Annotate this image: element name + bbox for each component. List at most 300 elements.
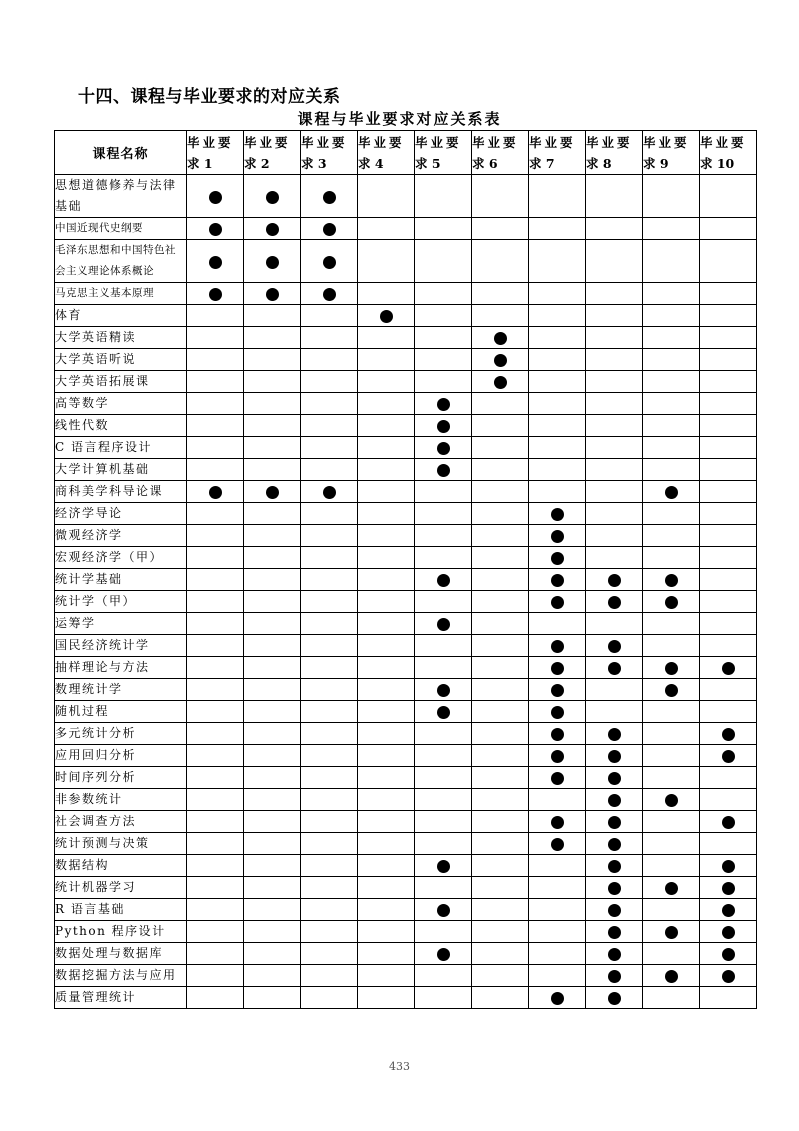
filled-circle-mark-icon xyxy=(209,288,222,301)
mapping-cell-req-5 xyxy=(415,679,472,701)
mapping-cell-req-9 xyxy=(643,723,700,745)
requirement-header-line1: 毕业要 xyxy=(700,134,747,150)
mapping-cell-req-9 xyxy=(643,767,700,789)
mapping-cell-req-5 xyxy=(415,349,472,371)
mapping-cell-req-1 xyxy=(187,393,244,415)
mapping-cell-req-4 xyxy=(358,503,415,525)
course-name-cell: 数理统计学 xyxy=(55,679,187,701)
mapping-cell-req-6 xyxy=(472,965,529,987)
mapping-cell-req-3 xyxy=(301,987,358,1009)
requirement-header-line1: 毕业要 xyxy=(529,134,576,150)
mapping-cell-req-8 xyxy=(586,569,643,591)
mapping-cell-req-10 xyxy=(700,811,757,833)
filled-circle-mark-icon xyxy=(266,223,279,236)
mapping-cell-req-5 xyxy=(415,943,472,965)
mapping-cell-req-5 xyxy=(415,459,472,481)
requirement-header-4 xyxy=(358,131,415,175)
table-row xyxy=(55,745,757,767)
course-name-cell: 国民经济统计学 xyxy=(55,635,187,657)
mapping-cell-req-10 xyxy=(700,218,757,240)
mapping-cell-req-2 xyxy=(244,657,301,679)
mapping-cell-req-7 xyxy=(529,635,586,657)
mapping-cell-req-6 xyxy=(472,525,529,547)
filled-circle-mark-icon xyxy=(665,794,678,807)
mapping-cell-req-6 xyxy=(472,175,529,218)
course-name-cell: 大学英语听说 xyxy=(55,349,187,371)
filled-circle-mark-icon xyxy=(323,486,336,499)
table-row xyxy=(55,811,757,833)
mapping-cell-req-8 xyxy=(586,855,643,877)
table-row xyxy=(55,415,757,437)
mapping-cell-req-3 xyxy=(301,921,358,943)
mapping-cell-req-4 xyxy=(358,723,415,745)
table-row xyxy=(55,218,757,240)
mapping-cell-req-9 xyxy=(643,327,700,349)
filled-circle-mark-icon xyxy=(722,728,735,741)
mapping-cell-req-4 xyxy=(358,679,415,701)
table-row xyxy=(55,943,757,965)
filled-circle-mark-icon xyxy=(437,398,450,411)
table-row xyxy=(55,679,757,701)
filled-circle-mark-icon xyxy=(551,992,564,1005)
mapping-cell-req-1 xyxy=(187,547,244,569)
requirement-header-line1: 毕业要 xyxy=(472,134,519,150)
mapping-cell-req-2 xyxy=(244,393,301,415)
mapping-cell-req-10 xyxy=(700,371,757,393)
requirement-header-2 xyxy=(244,131,301,175)
table-row xyxy=(55,503,757,525)
mapping-cell-req-7 xyxy=(529,415,586,437)
mapping-cell-req-8 xyxy=(586,283,643,305)
mapping-cell-req-9 xyxy=(643,459,700,481)
mapping-cell-req-9 xyxy=(643,987,700,1009)
mapping-cell-req-6 xyxy=(472,767,529,789)
course-name-cell: 大学英语拓展课 xyxy=(55,371,187,393)
requirement-header-3 xyxy=(301,131,358,175)
mapping-cell-req-3 xyxy=(301,789,358,811)
filled-circle-mark-icon xyxy=(551,596,564,609)
mapping-cell-req-2 xyxy=(244,305,301,327)
table-row xyxy=(55,327,757,349)
mapping-cell-req-9 xyxy=(643,393,700,415)
mapping-cell-req-5 xyxy=(415,525,472,547)
table-row xyxy=(55,371,757,393)
filled-circle-mark-icon xyxy=(665,574,678,587)
mapping-cell-req-5 xyxy=(415,591,472,613)
mapping-cell-req-3 xyxy=(301,393,358,415)
course-name-cell: 宏观经济学（甲） xyxy=(55,547,187,569)
mapping-cell-req-4 xyxy=(358,547,415,569)
mapping-cell-req-2 xyxy=(244,943,301,965)
mapping-cell-req-3 xyxy=(301,525,358,547)
filled-circle-mark-icon xyxy=(323,223,336,236)
mapping-cell-req-2 xyxy=(244,899,301,921)
mapping-cell-req-9 xyxy=(643,591,700,613)
mapping-cell-req-7 xyxy=(529,943,586,965)
course-name-cell: 统计机器学习 xyxy=(55,877,187,899)
mapping-cell-req-7 xyxy=(529,503,586,525)
mapping-cell-req-5 xyxy=(415,789,472,811)
mapping-cell-req-4 xyxy=(358,327,415,349)
mapping-cell-req-1 xyxy=(187,327,244,349)
mapping-cell-req-6 xyxy=(472,503,529,525)
mapping-cell-req-4 xyxy=(358,701,415,723)
mapping-cell-req-10 xyxy=(700,305,757,327)
filled-circle-mark-icon xyxy=(665,684,678,697)
mapping-cell-req-2 xyxy=(244,327,301,349)
mapping-cell-req-2 xyxy=(244,855,301,877)
filled-circle-mark-icon xyxy=(608,750,621,763)
requirement-header-line2: 求 3 xyxy=(301,155,327,171)
mapping-cell-req-9 xyxy=(643,679,700,701)
filled-circle-mark-icon xyxy=(722,860,735,873)
mapping-cell-req-10 xyxy=(700,481,757,503)
mapping-cell-req-2 xyxy=(244,218,301,240)
mapping-cell-req-9 xyxy=(643,371,700,393)
requirement-header-line2: 求 8 xyxy=(586,155,612,171)
filled-circle-mark-icon xyxy=(665,970,678,983)
mapping-cell-req-9 xyxy=(643,877,700,899)
mapping-cell-req-7 xyxy=(529,218,586,240)
mapping-cell-req-3 xyxy=(301,833,358,855)
mapping-cell-req-10 xyxy=(700,175,757,218)
requirement-header-line1: 毕业要 xyxy=(358,134,405,150)
mapping-cell-req-3 xyxy=(301,877,358,899)
mapping-cell-req-4 xyxy=(358,305,415,327)
mapping-cell-req-5 xyxy=(415,613,472,635)
table-caption: 课程与毕业要求对应关系表 xyxy=(297,110,502,128)
mapping-cell-req-8 xyxy=(586,481,643,503)
requirement-header-line2: 求 1 xyxy=(187,155,213,171)
mapping-cell-req-10 xyxy=(700,855,757,877)
table-row xyxy=(55,701,757,723)
filled-circle-mark-icon xyxy=(266,256,279,269)
filled-circle-mark-icon xyxy=(494,332,507,345)
requirement-header-line1: 毕业要 xyxy=(643,134,690,150)
mapping-cell-req-8 xyxy=(586,613,643,635)
mapping-cell-req-7 xyxy=(529,547,586,569)
mapping-cell-req-9 xyxy=(643,218,700,240)
mapping-cell-req-3 xyxy=(301,899,358,921)
requirement-header-line2: 求 6 xyxy=(472,155,498,171)
course-name-cell: 统计学（甲） xyxy=(55,591,187,613)
mapping-cell-req-1 xyxy=(187,175,244,218)
table-row xyxy=(55,459,757,481)
mapping-cell-req-2 xyxy=(244,547,301,569)
requirement-header-line1: 毕业要 xyxy=(301,134,348,150)
mapping-cell-req-6 xyxy=(472,789,529,811)
mapping-cell-req-5 xyxy=(415,393,472,415)
mapping-cell-req-5 xyxy=(415,437,472,459)
filled-circle-mark-icon xyxy=(722,882,735,895)
requirement-header-line2: 求 2 xyxy=(244,155,270,171)
course-name-cell: 随机过程 xyxy=(55,701,187,723)
course-name-cell: 时间序列分析 xyxy=(55,767,187,789)
filled-circle-mark-icon xyxy=(665,926,678,939)
mapping-cell-req-6 xyxy=(472,459,529,481)
mapping-cell-req-3 xyxy=(301,635,358,657)
mapping-cell-req-2 xyxy=(244,503,301,525)
mapping-cell-req-3 xyxy=(301,175,358,218)
mapping-cell-req-8 xyxy=(586,943,643,965)
mapping-cell-req-6 xyxy=(472,745,529,767)
mapping-cell-req-10 xyxy=(700,701,757,723)
mapping-cell-req-8 xyxy=(586,327,643,349)
filled-circle-mark-icon xyxy=(551,640,564,653)
table-row xyxy=(55,305,757,327)
table-row xyxy=(55,525,757,547)
mapping-cell-req-3 xyxy=(301,679,358,701)
mapping-cell-req-2 xyxy=(244,591,301,613)
mapping-cell-req-3 xyxy=(301,218,358,240)
filled-circle-mark-icon xyxy=(437,684,450,697)
filled-circle-mark-icon xyxy=(665,662,678,675)
mapping-cell-req-9 xyxy=(643,833,700,855)
mapping-cell-req-10 xyxy=(700,437,757,459)
requirement-header-line2: 求 10 xyxy=(700,155,735,171)
filled-circle-mark-icon xyxy=(608,596,621,609)
course-name-cell: 抽样理论与方法 xyxy=(55,657,187,679)
course-name-cell: 统计学基础 xyxy=(55,569,187,591)
mapping-cell-req-2 xyxy=(244,833,301,855)
mapping-cell-req-5 xyxy=(415,569,472,591)
filled-circle-mark-icon xyxy=(437,574,450,587)
mapping-cell-req-10 xyxy=(700,591,757,613)
mapping-cell-req-5 xyxy=(415,547,472,569)
mapping-cell-req-10 xyxy=(700,283,757,305)
filled-circle-mark-icon xyxy=(437,618,450,631)
course-name-cell: 线性代数 xyxy=(55,415,187,437)
mapping-cell-req-6 xyxy=(472,240,529,283)
filled-circle-mark-icon xyxy=(722,750,735,763)
mapping-cell-req-1 xyxy=(187,481,244,503)
mapping-cell-req-4 xyxy=(358,218,415,240)
mapping-cell-req-6 xyxy=(472,415,529,437)
filled-circle-mark-icon xyxy=(209,191,222,204)
course-name-cell: 运筹学 xyxy=(55,613,187,635)
table-row xyxy=(55,591,757,613)
mapping-cell-req-5 xyxy=(415,415,472,437)
table-row xyxy=(55,723,757,745)
table-row xyxy=(55,437,757,459)
mapping-cell-req-5 xyxy=(415,987,472,1009)
mapping-cell-req-6 xyxy=(472,811,529,833)
mapping-cell-req-7 xyxy=(529,591,586,613)
mapping-cell-req-4 xyxy=(358,657,415,679)
mapping-cell-req-1 xyxy=(187,767,244,789)
course-name-cell: 马克思主义基本原理 xyxy=(55,283,187,305)
mapping-cell-req-1 xyxy=(187,459,244,481)
mapping-cell-req-5 xyxy=(415,833,472,855)
mapping-cell-req-7 xyxy=(529,723,586,745)
mapping-cell-req-6 xyxy=(472,591,529,613)
table-header-row xyxy=(55,131,757,175)
mapping-cell-req-9 xyxy=(643,635,700,657)
requirement-header-line2: 求 7 xyxy=(529,155,555,171)
filled-circle-mark-icon xyxy=(209,256,222,269)
table-row xyxy=(55,877,757,899)
requirement-header-6 xyxy=(472,131,529,175)
mapping-cell-req-6 xyxy=(472,833,529,855)
filled-circle-mark-icon xyxy=(437,464,450,477)
mapping-cell-req-9 xyxy=(643,503,700,525)
mapping-cell-req-1 xyxy=(187,899,244,921)
mapping-cell-req-8 xyxy=(586,459,643,481)
filled-circle-mark-icon xyxy=(437,442,450,455)
filled-circle-mark-icon xyxy=(551,574,564,587)
course-name-cell: 应用回归分析 xyxy=(55,745,187,767)
mapping-cell-req-9 xyxy=(643,657,700,679)
mapping-cell-req-4 xyxy=(358,833,415,855)
mapping-cell-req-1 xyxy=(187,371,244,393)
mapping-cell-req-4 xyxy=(358,789,415,811)
mapping-cell-req-5 xyxy=(415,218,472,240)
mapping-cell-req-10 xyxy=(700,987,757,1009)
table-row xyxy=(55,767,757,789)
filled-circle-mark-icon xyxy=(608,794,621,807)
mapping-cell-req-5 xyxy=(415,965,472,987)
mapping-cell-req-3 xyxy=(301,613,358,635)
filled-circle-mark-icon xyxy=(551,684,564,697)
mapping-cell-req-2 xyxy=(244,415,301,437)
mapping-cell-req-5 xyxy=(415,283,472,305)
mapping-cell-req-6 xyxy=(472,701,529,723)
table-row xyxy=(55,635,757,657)
filled-circle-mark-icon xyxy=(608,904,621,917)
mapping-cell-req-1 xyxy=(187,569,244,591)
mapping-cell-req-2 xyxy=(244,481,301,503)
mapping-cell-req-10 xyxy=(700,525,757,547)
page-number: 433 xyxy=(389,1060,410,1073)
mapping-cell-req-7 xyxy=(529,569,586,591)
mapping-cell-req-9 xyxy=(643,899,700,921)
mapping-cell-req-5 xyxy=(415,327,472,349)
mapping-cell-req-5 xyxy=(415,371,472,393)
mapping-cell-req-6 xyxy=(472,635,529,657)
mapping-cell-req-9 xyxy=(643,701,700,723)
course-name-cell: 数据挖掘方法与应用 xyxy=(55,965,187,987)
mapping-cell-req-7 xyxy=(529,437,586,459)
mapping-cell-req-7 xyxy=(529,855,586,877)
mapping-cell-req-2 xyxy=(244,921,301,943)
mapping-cell-req-2 xyxy=(244,525,301,547)
mapping-cell-req-2 xyxy=(244,569,301,591)
mapping-cell-req-5 xyxy=(415,877,472,899)
mapping-cell-req-9 xyxy=(643,965,700,987)
mapping-cell-req-10 xyxy=(700,393,757,415)
mapping-cell-req-1 xyxy=(187,591,244,613)
mapping-cell-req-1 xyxy=(187,283,244,305)
mapping-cell-req-9 xyxy=(643,415,700,437)
mapping-cell-req-3 xyxy=(301,723,358,745)
requirement-header-9 xyxy=(643,131,700,175)
filled-circle-mark-icon xyxy=(722,970,735,983)
mapping-cell-req-9 xyxy=(643,745,700,767)
mapping-cell-req-10 xyxy=(700,679,757,701)
mapping-cell-req-9 xyxy=(643,921,700,943)
mapping-cell-req-8 xyxy=(586,701,643,723)
mapping-cell-req-10 xyxy=(700,459,757,481)
mapping-cell-req-8 xyxy=(586,305,643,327)
filled-circle-mark-icon xyxy=(608,640,621,653)
mapping-cell-req-3 xyxy=(301,349,358,371)
filled-circle-mark-icon xyxy=(722,904,735,917)
requirement-header-line1: 毕业要 xyxy=(244,134,291,150)
mapping-cell-req-9 xyxy=(643,175,700,218)
mapping-cell-req-6 xyxy=(472,943,529,965)
mapping-cell-req-9 xyxy=(643,481,700,503)
mapping-cell-req-6 xyxy=(472,218,529,240)
mapping-cell-req-5 xyxy=(415,481,472,503)
mapping-cell-req-2 xyxy=(244,679,301,701)
mapping-cell-req-1 xyxy=(187,965,244,987)
mapping-cell-req-6 xyxy=(472,349,529,371)
mapping-cell-req-5 xyxy=(415,701,472,723)
mapping-cell-req-8 xyxy=(586,175,643,218)
mapping-cell-req-3 xyxy=(301,283,358,305)
mapping-cell-req-3 xyxy=(301,371,358,393)
mapping-cell-req-10 xyxy=(700,965,757,987)
mapping-cell-req-3 xyxy=(301,547,358,569)
mapping-cell-req-3 xyxy=(301,415,358,437)
mapping-cell-req-7 xyxy=(529,240,586,283)
mapping-cell-req-2 xyxy=(244,613,301,635)
mapping-cell-req-4 xyxy=(358,745,415,767)
mapping-cell-req-2 xyxy=(244,767,301,789)
mapping-cell-req-2 xyxy=(244,175,301,218)
mapping-cell-req-7 xyxy=(529,965,586,987)
mapping-cell-req-8 xyxy=(586,415,643,437)
mapping-cell-req-3 xyxy=(301,591,358,613)
mapping-cell-req-1 xyxy=(187,921,244,943)
mapping-cell-req-3 xyxy=(301,943,358,965)
filled-circle-mark-icon xyxy=(608,992,621,1005)
mapping-cell-req-1 xyxy=(187,525,244,547)
filled-circle-mark-icon xyxy=(380,310,393,323)
requirement-header-line1: 毕业要 xyxy=(586,134,633,150)
mapping-cell-req-10 xyxy=(700,657,757,679)
requirement-header-8 xyxy=(586,131,643,175)
mapping-cell-req-10 xyxy=(700,327,757,349)
table-row xyxy=(55,175,757,218)
mapping-cell-req-4 xyxy=(358,635,415,657)
mapping-cell-req-8 xyxy=(586,240,643,283)
filled-circle-mark-icon xyxy=(608,574,621,587)
mapping-cell-req-8 xyxy=(586,921,643,943)
mapping-cell-req-2 xyxy=(244,987,301,1009)
mapping-cell-req-4 xyxy=(358,613,415,635)
course-name-cell: 商科美学科导论课 xyxy=(55,481,187,503)
mapping-cell-req-3 xyxy=(301,437,358,459)
mapping-cell-req-9 xyxy=(643,437,700,459)
course-name-cell: 大学计算机基础 xyxy=(55,459,187,481)
mapping-cell-req-5 xyxy=(415,921,472,943)
mapping-cell-req-3 xyxy=(301,459,358,481)
mapping-cell-req-6 xyxy=(472,283,529,305)
mapping-cell-req-3 xyxy=(301,965,358,987)
requirement-header-line2: 求 4 xyxy=(358,155,384,171)
mapping-cell-req-7 xyxy=(529,767,586,789)
mapping-cell-req-3 xyxy=(301,569,358,591)
mapping-cell-req-2 xyxy=(244,701,301,723)
mapping-cell-req-10 xyxy=(700,503,757,525)
mapping-cell-req-1 xyxy=(187,305,244,327)
mapping-cell-req-4 xyxy=(358,877,415,899)
filled-circle-mark-icon xyxy=(665,596,678,609)
mapping-cell-req-8 xyxy=(586,987,643,1009)
mapping-cell-req-3 xyxy=(301,745,358,767)
course-name-cell: 数据处理与数据库 xyxy=(55,943,187,965)
